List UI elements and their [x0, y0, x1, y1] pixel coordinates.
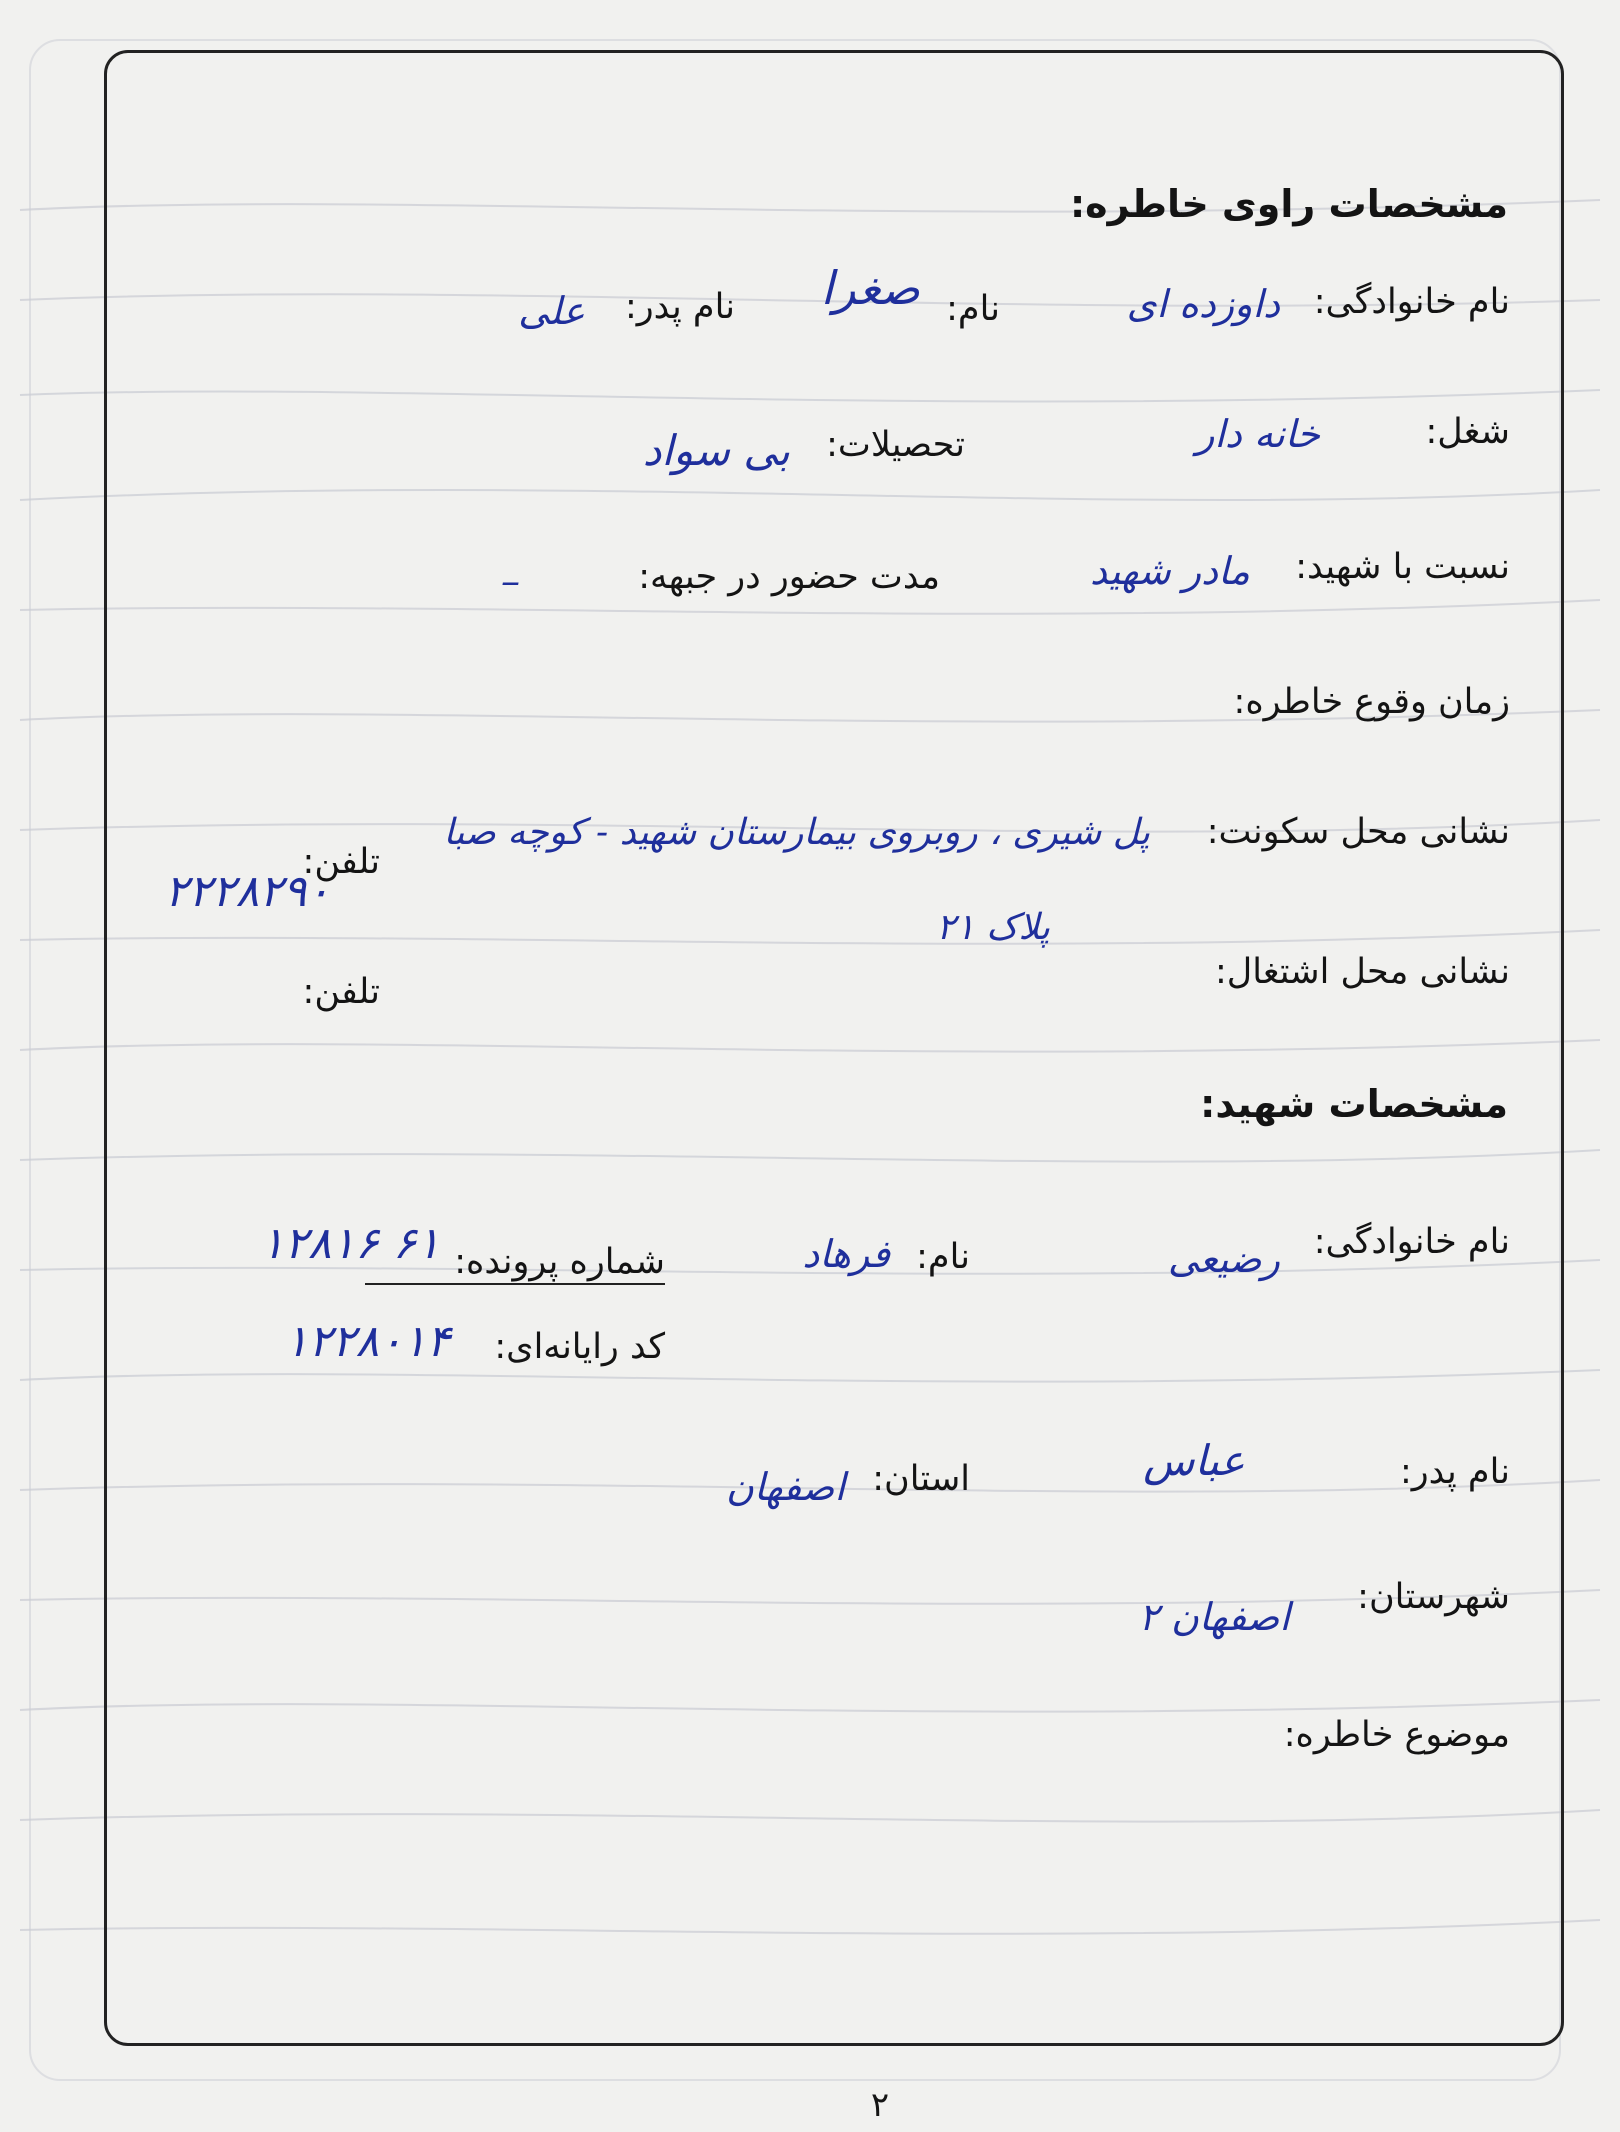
narrator-father-value: علی	[518, 289, 585, 333]
narrator-work-address-label: نشانی محل اشتغال:	[1214, 952, 1510, 992]
martyr-father-label: نام پدر:	[1399, 1452, 1510, 1492]
narrator-phone-label: تلفن:	[302, 842, 380, 882]
narrator-address-value: پل شیری ، روبروی بیمارستان شهید - کوچه صبا	[443, 812, 1150, 853]
martyr-family-label: نام خانوادگی:	[1313, 1222, 1510, 1262]
narrator-relation-label: نسبت با شهید:	[1295, 547, 1510, 587]
narrator-father-label: نام پدر:	[624, 287, 735, 327]
narrator-education-value: بی سواد	[642, 426, 790, 475]
narrator-address-value-line2: پلاک ۲۱	[936, 907, 1050, 948]
martyr-topic-label: موضوع خاطره:	[1283, 1715, 1510, 1755]
narrator-job-value: خانه دار	[1196, 412, 1320, 456]
narrator-work-phone-label: تلفن:	[302, 972, 380, 1012]
narrator-phone-value: ۲۲۲۸۲۹۰	[164, 866, 330, 917]
narrator-name-value: صغرا	[820, 261, 920, 315]
martyr-name-value: فرهاد	[802, 1232, 890, 1276]
martyr-code-value: ۱۲۲۸۰۱۴	[284, 1316, 450, 1367]
narrator-family-label: نام خانوادگی:	[1313, 282, 1510, 322]
narrator-address-label: نشانی محل سکونت:	[1206, 812, 1510, 852]
narrator-family-value: داوزده ای	[1126, 282, 1280, 326]
martyr-code-label: کد رایانه‌ای:	[494, 1327, 665, 1367]
martyr-file-label: شماره پرونده:	[454, 1242, 665, 1282]
file-number-underline	[365, 1283, 665, 1285]
martyr-father-value: عباس	[1143, 1436, 1245, 1485]
narrator-heading: مشخصات راوی خاطره:	[1069, 182, 1508, 226]
martyr-province-label: استان:	[872, 1459, 970, 1499]
martyr-city-label: شهرستان:	[1357, 1577, 1510, 1617]
martyr-province-value: اصفهان	[725, 1465, 845, 1509]
narrator-name-label: نام:	[946, 289, 1000, 329]
narrator-duration-label: مدت حضور در جبهه:	[638, 557, 940, 597]
page-number: ۲	[870, 2085, 890, 2125]
martyr-name-label: نام:	[916, 1237, 970, 1277]
narrator-duration-value: –	[501, 559, 520, 603]
martyr-family-value: رضیعی	[1167, 1237, 1280, 1281]
narrator-job-label: شغل:	[1425, 412, 1510, 452]
martyr-city-value: اصفهان ۲	[1138, 1595, 1290, 1639]
narrator-time-label: زمان وقوع خاطره:	[1233, 682, 1510, 722]
martyr-heading: مشخصات شهید:	[1200, 1082, 1508, 1126]
martyr-file-value: ۱۲۸۱۶ ۶۱	[260, 1218, 440, 1269]
narrator-education-label: تحصیلات:	[826, 425, 965, 465]
narrator-relation-value: مادر شهید	[1089, 549, 1250, 593]
